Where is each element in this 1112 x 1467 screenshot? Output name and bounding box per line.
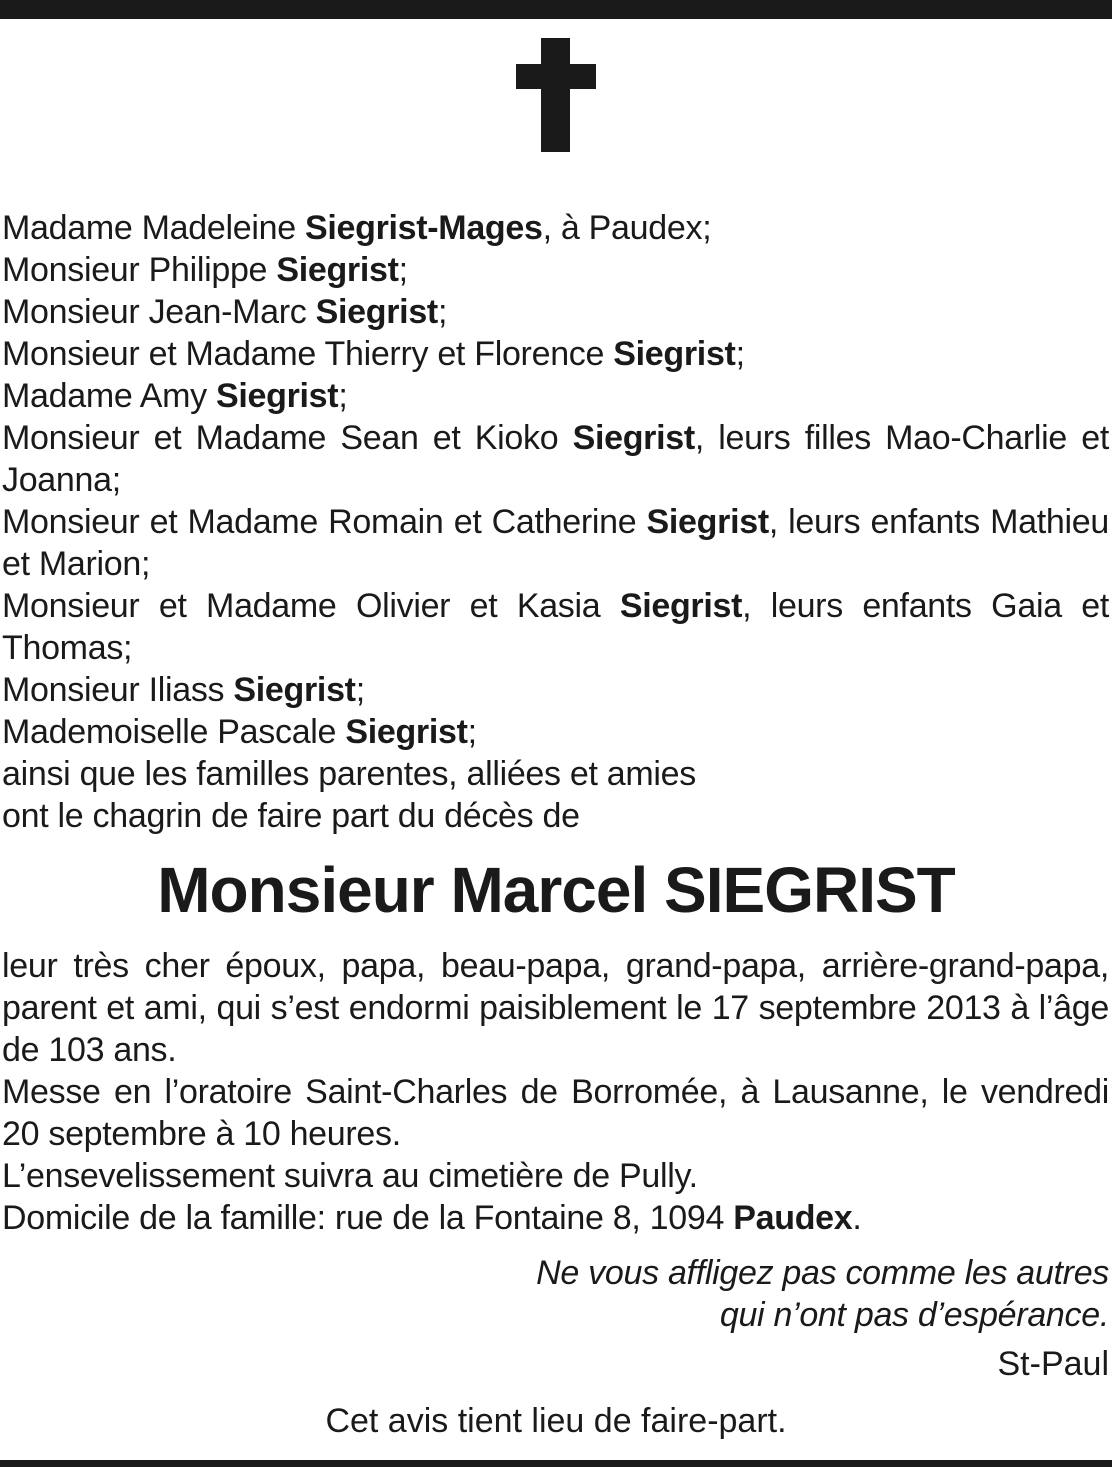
surname: Siegrist	[345, 713, 468, 751]
relation-text: leur très cher époux, papa, beau-papa, grand-papa, arrière-grand-papa, parent et ami, qui s’est endormi paisiblement le 17 septembre 2013 à l’âge de 103 ans.	[2, 947, 1109, 1069]
surname: Siegrist	[619, 587, 743, 625]
deceased-name: Monsieur Marcel SIEGRIST	[157, 854, 955, 926]
surname: Siegrist	[315, 293, 438, 331]
family-line: Monsieur Iliass Siegrist;	[2, 671, 365, 709]
family-line: Madame Amy Siegrist;	[2, 377, 348, 415]
closing-line: ont le chagrin de faire part du décès de	[2, 797, 580, 835]
quote-line: Ne vous affligez pas comme les autres	[536, 1254, 1109, 1292]
closing-line: ainsi que les familles parentes, alliées et amies	[2, 755, 696, 793]
cross-icon	[516, 38, 596, 152]
details-block	[2, 945, 1109, 1239]
family-line: Madame Madeleine Siegrist-Mages, à Paudex;	[2, 209, 712, 247]
domicile-city: Paudex	[733, 1199, 853, 1237]
surname: Siegrist-Mages	[304, 209, 543, 247]
quote-line: qui n’ont pas d’espérance.	[719, 1296, 1109, 1334]
domicile-text: Domicile de la famille: rue de la Fontaine 8, 1094 Paudex.	[2, 1199, 862, 1237]
family-line: Monsieur et Madame Sean et Kioko Siegrist, leurs filles Mao-Charlie et Joanna;	[2, 419, 1110, 499]
family-list	[2, 207, 1109, 837]
surname: Siegrist	[216, 377, 339, 415]
bottom-border-rule	[0, 1460, 1112, 1467]
surname: Siegrist	[233, 671, 356, 709]
burial-text: L’ensevelissement suivra au cimetière de Pully.	[2, 1157, 698, 1195]
surname: Siegrist	[572, 419, 695, 457]
family-line: Mademoiselle Pascale Siegrist;	[2, 713, 477, 751]
top-border-rule	[0, 0, 1112, 19]
quote-author: St-Paul	[997, 1345, 1109, 1383]
surname: Siegrist	[276, 251, 399, 289]
mass-text: Messe en l’oratoire Saint-Charles de Borromée, à Lausanne, le vendredi 20 septembre à 10 heures.	[2, 1073, 1109, 1153]
family-line: Monsieur et Madame Olivier et Kasia Siegrist, leurs enfants Gaia et Thomas;	[2, 587, 1109, 667]
family-line: Monsieur Jean-Marc Siegrist;	[2, 293, 448, 331]
family-line: Monsieur Philippe Siegrist;	[2, 251, 408, 289]
surname: Siegrist	[646, 503, 769, 541]
notice-text: Cet avis tient lieu de faire-part.	[325, 1402, 787, 1440]
quote	[536, 1252, 1109, 1336]
family-line: Monsieur et Madame Romain et Catherine Siegrist, leurs enfants Mathieu et Marion;	[2, 503, 1109, 583]
surname: Siegrist	[613, 335, 736, 373]
family-line: Monsieur et Madame Thierry et Florence Siegrist;	[2, 335, 745, 373]
